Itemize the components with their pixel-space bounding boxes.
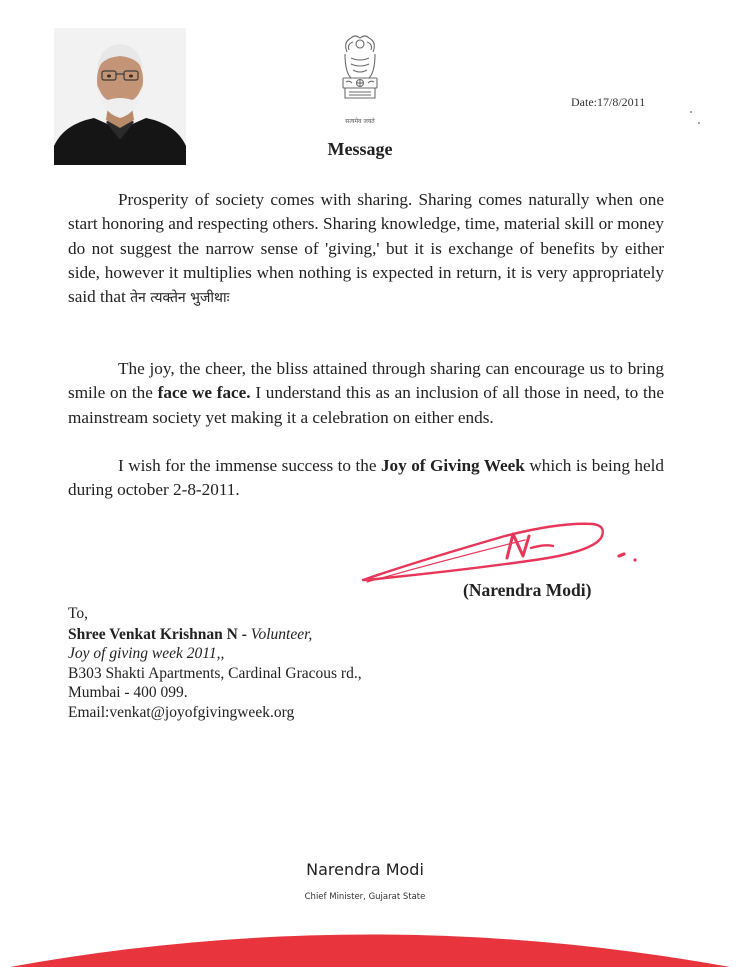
paragraph-1 xyxy=(68,188,664,310)
recipient-org: Joy of giving week 2011,, xyxy=(68,645,225,662)
address-to: To, xyxy=(68,605,89,622)
paragraph-2-after: I understand this as an inclusion of all those in need, to the mainstream society yet making it a celebration on either ends. xyxy=(68,383,664,427)
recipient-address xyxy=(68,604,362,722)
page-title: Message xyxy=(327,139,393,159)
paragraph-2-bold: face we face. xyxy=(157,383,251,403)
paragraph-3-before: I wish for the immense success to the xyxy=(118,456,381,475)
paragraph-1-text: Prosperity of society comes with sharing. Sharing comes naturally when one start honoring and respecting others. Sharing knowledge, time, material skill or money do not suggest the narrow sense of 'giving,' but it is exchange of benefits by either side, however it multiplies when nothing is expected in return, it is very appropriately said that xyxy=(68,190,664,307)
signer-name: (Narendra Modi) xyxy=(463,580,592,600)
footer-arc-decoration xyxy=(0,912,740,967)
sanskrit-quote: तेन त्यक्तेन भुजीथाः xyxy=(130,290,230,307)
paragraph-3 xyxy=(68,454,664,503)
footer-title: Chief Minister, Gujarat State xyxy=(304,892,426,902)
letter-date: Date:17/8/2011 xyxy=(571,95,646,109)
paragraph-3-after: which is being held during october 2-8-2011. xyxy=(68,456,664,500)
recipient-name-line xyxy=(68,625,362,645)
footer-name: Narendra Modi xyxy=(306,860,424,879)
paragraph-2 xyxy=(68,357,664,430)
paragraph-2-before: The joy, the cheer, the bliss attained through sharing can encourage us to bring smile on the xyxy=(68,359,664,403)
scan-speck xyxy=(690,111,692,113)
address-line-1: B303 Shakti Apartments, Cardinal Gracous rd., xyxy=(68,664,362,682)
scan-speck xyxy=(698,122,700,124)
recipient-name: Shree Venkat Krishnan N - xyxy=(68,625,251,643)
recipient-role: Volunteer, xyxy=(250,625,313,643)
recipient-email[interactable]: Email:venkat@joyofgivingweek.org xyxy=(68,703,295,721)
portrait-photo xyxy=(54,28,186,165)
emblem-motto: सत्यमेव जयते xyxy=(345,118,375,125)
paragraph-3-bold: Joy of Giving Week xyxy=(380,456,525,475)
address-line-2: Mumbai - 400 099. xyxy=(68,684,188,701)
